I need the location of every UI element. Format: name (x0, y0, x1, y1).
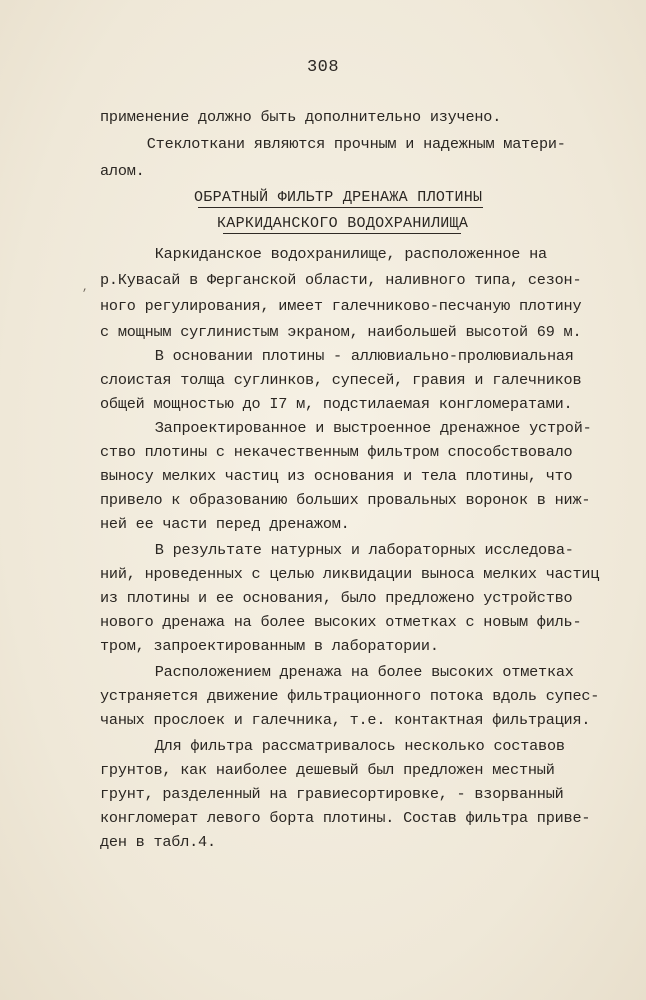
text-line: Каркиданское водохранилище, расположенное на (128, 245, 547, 263)
text-line: выносу мелких частиц из основания и тела плотины, что (100, 467, 573, 485)
heading-underline (198, 207, 483, 208)
text-line: р.Кувасай в Ферганской области, наливного типа, сезон- (100, 271, 582, 289)
text-line: ство плотины с некачественным фильтром способствовало (100, 443, 573, 461)
text-line: грунтов, как наиболее дешевый был предложен местный (100, 761, 555, 779)
section-heading-line-2: КАРКИДАНСКОГО ВОДОХРАНИЛИЩА (217, 215, 469, 232)
text-line: чаных прослоек и галечника, т.е. контактная фильтрация. (100, 711, 591, 729)
text-line: применение должно быть дополнительно изучено. (100, 108, 502, 126)
text-line: Стеклоткани являются прочным и надежным матери- (120, 135, 566, 153)
text-line: Запроектированное и выстроенное дренажное устрой- (128, 419, 592, 437)
text-line: В основании плотины - аллювиально-пролювиальная (128, 347, 574, 365)
text-line: привело к образованию больших провальных воронок в ниж- (100, 491, 591, 509)
text-line: слоистая толща суглинков, супесей, гравия и галечников (100, 371, 582, 389)
text-line: алом. (100, 162, 145, 180)
section-heading-line-1: ОБРАТНЫЙ ФИЛЬТР ДРЕНАЖА ПЛОТИНЫ (194, 189, 483, 206)
text-line: В результате натурных и лабораторных исследова- (128, 541, 574, 559)
text-line: грунт, разделенный на гравиесортировке, - взорванный (100, 785, 564, 803)
text-line: Для фильтра рассматривалось несколько составов (128, 737, 565, 755)
page-number: 308 (306, 58, 340, 77)
text-line: конгломерат левого борта плотины. Состав фильтра приве- (100, 809, 591, 827)
text-line: с мощным суглинистым экраном, наибольшей высотой 69 м. (100, 323, 582, 341)
text-line: общей мощностью до I7 м, подстилаемая конгломератами. (100, 395, 573, 413)
text-line: из плотины и ее основания, было предложено устройство (100, 589, 573, 607)
text-line: ней ее части перед дренажом. (100, 515, 350, 533)
text-line: ного регулирования, имеет галечниково-песчаную плотину (100, 297, 582, 315)
text-line: Расположением дренажа на более высоких отметках (128, 663, 574, 681)
text-line: ден в табл.4. (100, 833, 216, 851)
text-line: ний, нроведенных с целью ликвидации выноса мелких частиц (100, 565, 600, 583)
heading-underline (223, 233, 461, 234)
margin-mark: , (82, 282, 89, 294)
text-line: нового дренажа на более высоких отметках с новым филь- (100, 613, 582, 631)
text-line: устраняется движение фильтрационного потока вдоль супес- (100, 687, 600, 705)
text-line: тром, запроектированным в лаборатории. (100, 637, 439, 655)
